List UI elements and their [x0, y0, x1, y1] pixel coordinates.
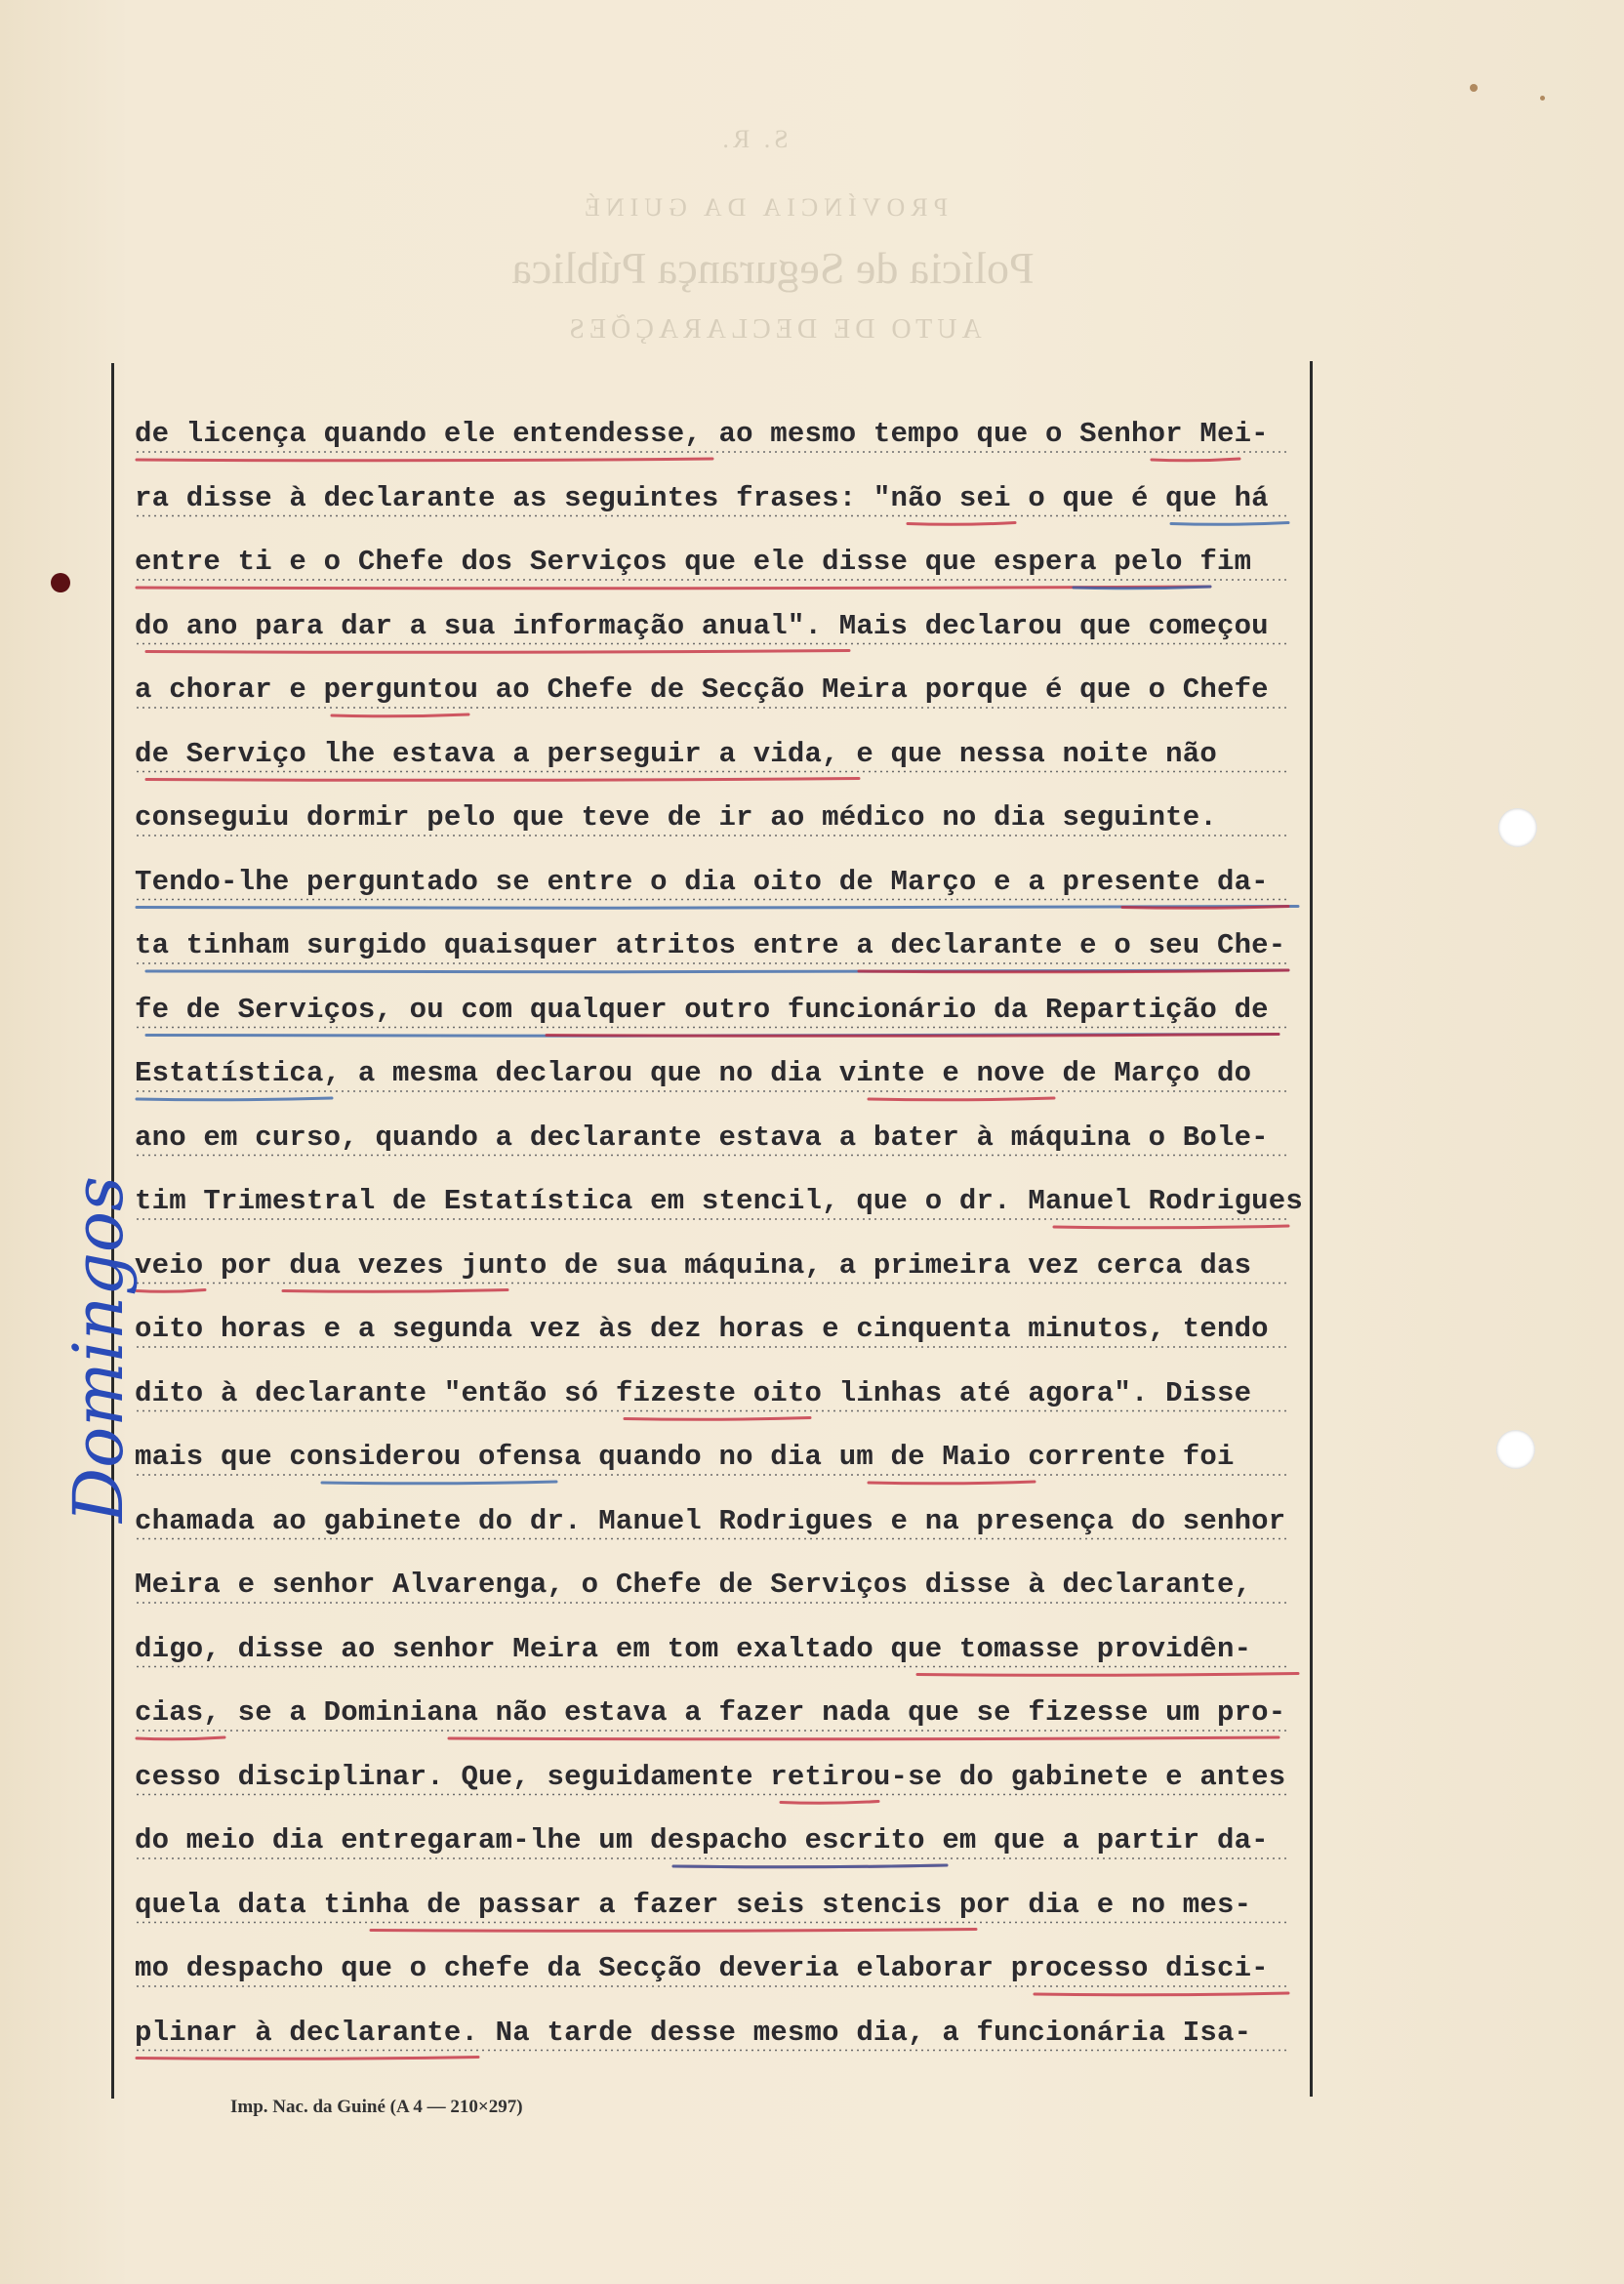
text-line: fe de Serviços, ou com qualquer outro funcionário da Repartição de	[135, 993, 1269, 1026]
text-line: ra disse à declarante as seguintes frases: "não sei o que é que há	[135, 481, 1269, 514]
letterhead-province: PROVÍNCIA DA GUINÉ	[578, 193, 949, 222]
printer-footer: Imp. Nac. da Guiné (A 4 — 210×297)	[230, 2097, 523, 2117]
text-line: a chorar e perguntou ao Chefe de Secção Meira porque é que o Chefe	[135, 673, 1269, 706]
text-line: de Serviço lhe estava a perseguir a vida, e que nessa noite não	[135, 737, 1217, 770]
text-line: entre ti e o Chefe dos Serviços que ele disse que espera pelo fim	[135, 546, 1252, 578]
text-line: cias, se a Dominiana não estava a fazer nada que se fizesse um pro-	[135, 1696, 1286, 1729]
text-line: oito horas e a segunda vez às dez horas e cinquenta minutos, tendo	[135, 1313, 1269, 1345]
text-line: dito à declarante "então só fizeste oito linhas até agora". Disse	[135, 1376, 1252, 1409]
text-line: de licença quando ele entendesse, ao mesmo tempo que o Senhor Mei-	[135, 418, 1269, 450]
text-line: do meio dia entregaram-lhe um despacho escrito em que a partir da-	[135, 1824, 1269, 1856]
letterhead-emblem: S. R.	[718, 125, 789, 153]
text-line: ta tinham surgido quaisquer atritos entre a declarante e o seu Che-	[135, 929, 1286, 961]
text-line: mais que considerou ofensa quando no dia um de Maio corrente foi	[135, 1441, 1235, 1473]
text-line: ano em curso, quando a declarante estava a bater à máquina o Bole-	[135, 1121, 1269, 1154]
text-line: conseguiu dormir pelo que teve de ir ao médico no dia seguinte.	[135, 801, 1217, 834]
text-line: digo, disse ao senhor Meira em tom exaltado que tomasse providên-	[135, 1632, 1252, 1665]
text-line: quela data tinha de passar a fazer seis stencis por dia e no mes-	[135, 1888, 1252, 1921]
letterhead-agency: Polícia de Segurança Pública	[511, 243, 1035, 293]
text-line: plinar à declarante. Na tarde desse mesmo dia, a funcionária Isa-	[135, 2016, 1252, 2049]
text-line: mo despacho que o chefe da Secção deveria elaborar processo disci-	[135, 1952, 1269, 1984]
text-line: chamada ao gabinete do dr. Manuel Rodrigues e na presença do senhor	[135, 1504, 1286, 1537]
letterhead-doc-title: AUTO DE DECLARAÇÕES	[564, 314, 982, 345]
text-line: Meira e senhor Alvarenga, o Chefe de Serviços disse à declarante,	[135, 1569, 1252, 1601]
text-line: do ano para dar a sua informação anual". Mais declarou que começou	[135, 609, 1269, 642]
text-line: Estatística, a mesma declarou que no dia vinte e nove de Março do	[135, 1057, 1252, 1089]
text-line: Tendo-lhe perguntado se entre o dia oito de Março e a presente da-	[135, 865, 1269, 898]
text-line: veio por dua vezes junto de sua máquina, a primeira vez cerca das	[135, 1248, 1252, 1282]
text-line: cesso disciplinar. Que, seguidamente retirou-se do gabinete e antes	[135, 1760, 1286, 1793]
typed-declaration-text	[135, 415, 1325, 2077]
handwritten-signature: Domingos	[59, 1176, 139, 1523]
text-line: tim Trimestral de Estatística em stencil, que o dr. Manuel Rodrigues	[135, 1185, 1303, 1217]
